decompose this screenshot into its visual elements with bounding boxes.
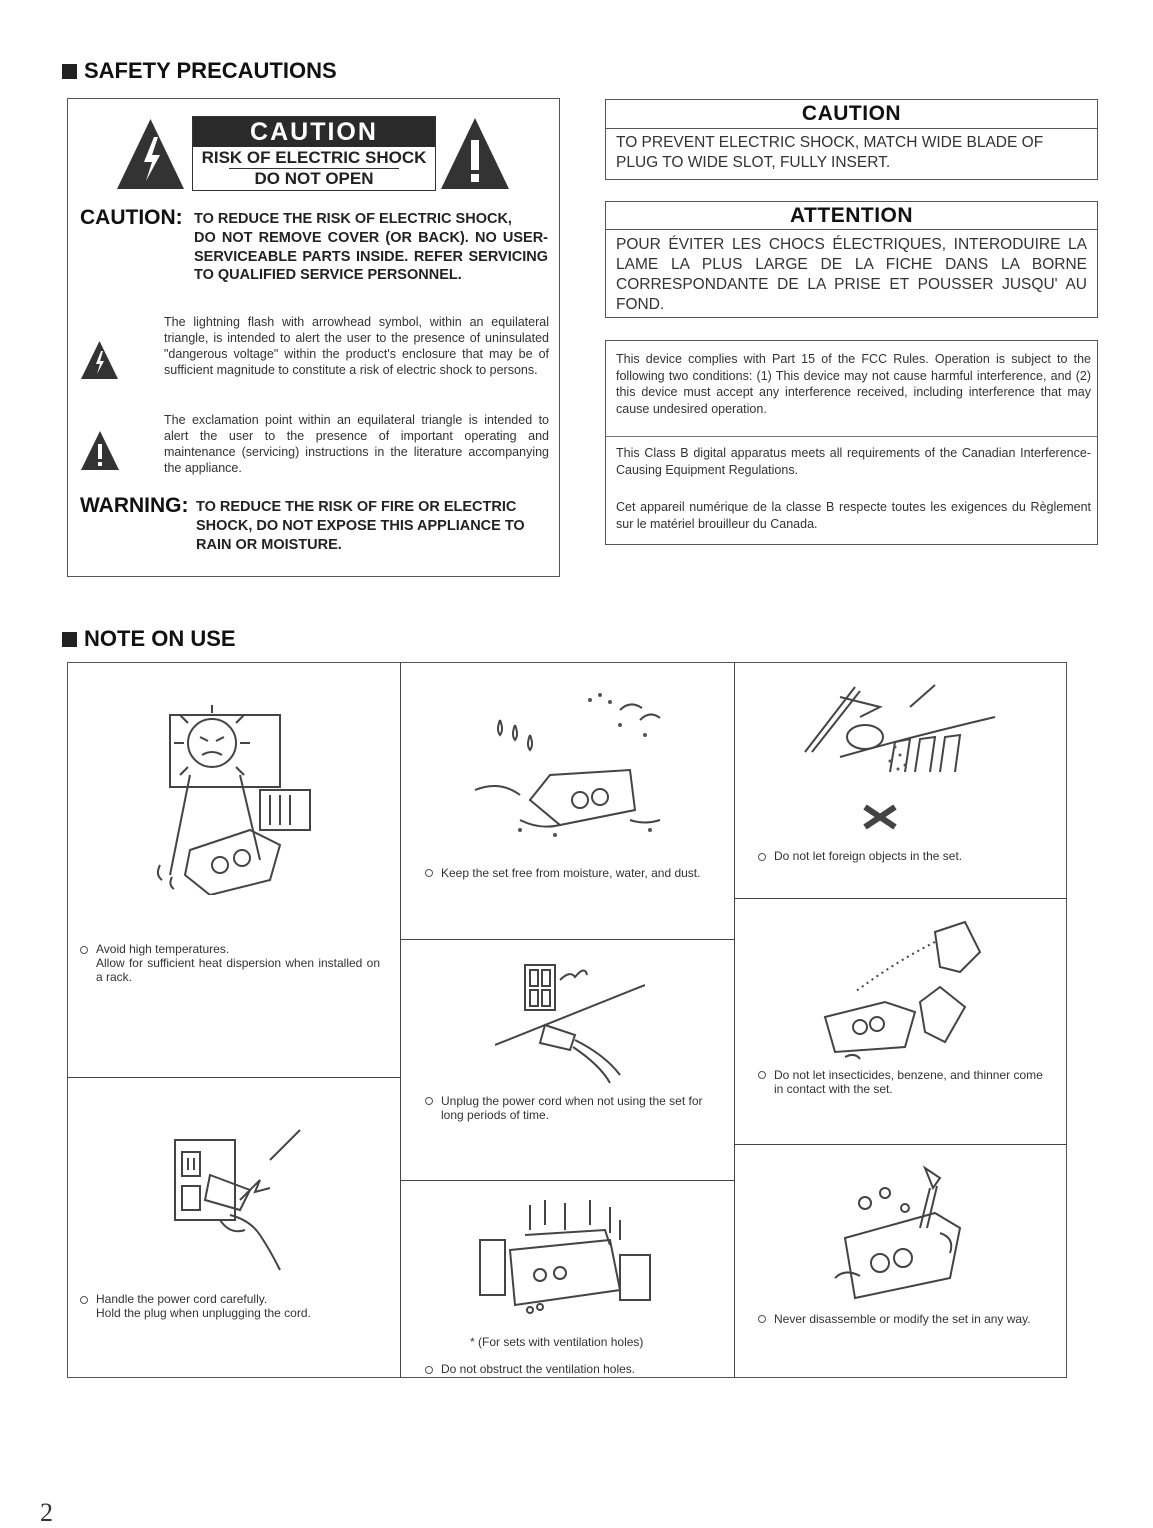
- caution-label: CAUTION:: [80, 206, 183, 229]
- ventilation-illustration: [470, 1195, 660, 1315]
- caution-text-first: TO REDUCE THE RISK OF ELECTRIC SHOCK,: [194, 211, 512, 227]
- note-heading-text: NOTE ON USE: [84, 626, 236, 651]
- note-power-cord: [80, 1292, 380, 1320]
- fcc-text: This device complies with Part 15 of the FCC Rules. Operation is subject to the following two conditions: (1) This device may not cause harmful interference, and (2) this device must accept any interference received, including interference that may cause undesired operation.: [616, 352, 1091, 416]
- unplug-text: Unplug the power cord when not using the set for long periods of time.: [441, 1094, 703, 1122]
- attention-box: [605, 201, 1098, 318]
- small-lightning-triangle-icon: [80, 340, 119, 380]
- note-moisture: [425, 866, 720, 880]
- caution-plug-body: TO PREVENT ELECTRIC SHOCK, MATCH WIDE BLADE OF PLUG TO WIDE SLOT, FULLY INSERT.: [616, 134, 1044, 171]
- note-ventilation: [425, 1362, 720, 1376]
- high-temp-line2: Allow for sufficient heat dispersion when installed on a rack.: [96, 956, 380, 984]
- note-disassemble: [758, 1312, 1053, 1326]
- warning-text-rest: SHOCK, DO NOT EXPOSE THIS APPLIANCE TO RAIN OR MOISTURE.: [196, 518, 525, 553]
- warning-label: WARNING:: [80, 494, 189, 517]
- exclamation-triangle-icon: [440, 116, 510, 191]
- foreign-objects-text: Do not let foreign objects in the set.: [774, 849, 963, 863]
- canada-french-text: Cet appareil numérique de la classe B respecte toutes les exigences du Règlement sur le matériel brouilleur du Canada.: [616, 500, 1091, 531]
- foreign-objects-illustration: [800, 677, 1000, 832]
- bullet-icon: [425, 869, 433, 877]
- grid-divider: [734, 1144, 1067, 1145]
- banner-line2: DO NOT OPEN: [229, 168, 399, 189]
- insecticides-text: Do not let insecticides, benzene, and thinner come in contact with the set.: [774, 1068, 1043, 1096]
- caution-banner-title: CAUTION: [193, 117, 435, 147]
- warning-text-first: TO REDUCE THE RISK OF FIRE OR ELECTRIC: [196, 499, 517, 515]
- caution-text-rest: DO NOT REMOVE COVER (OR BACK). NO USER-SERVICEABLE PARTS INSIDE. REFER SERVICING TO QUALIFIED SERVICE PERSONNEL.: [194, 230, 548, 283]
- power-cord-illustration: [160, 1120, 310, 1280]
- safety-heading-text: SAFETY PRECAUTIONS: [84, 58, 337, 83]
- attention-title: ATTENTION: [606, 202, 1097, 230]
- bullet-icon: [425, 1097, 433, 1105]
- bullet-icon: [80, 1296, 88, 1304]
- insecticides-illustration: [815, 912, 985, 1060]
- canada-english-text: This Class B digital apparatus meets all requirements of the Canadian Interference-Causing Equipment Regulations.: [616, 446, 1091, 477]
- note-insecticides: [758, 1068, 1053, 1096]
- fcc-box: [605, 340, 1098, 545]
- unplug-illustration: [495, 955, 645, 1085]
- grid-divider: [400, 1180, 734, 1181]
- banner-line1: RISK OF ELECTRIC SHOCK: [201, 148, 427, 167]
- moisture-illustration: [460, 680, 680, 845]
- grid-divider: [734, 898, 1067, 899]
- moisture-text: Keep the set free from moisture, water, and dust.: [441, 866, 701, 880]
- caution-banner: [192, 116, 436, 191]
- lightning-triangle-icon: [116, 117, 185, 191]
- bullet-icon: [425, 1366, 433, 1374]
- square-bullet-icon: [62, 632, 77, 647]
- bullet-icon: [758, 853, 766, 861]
- bullet-icon: [758, 1071, 766, 1079]
- disassemble-text: Never disassemble or modify the set in any way.: [774, 1312, 1031, 1326]
- bullet-icon: [758, 1315, 766, 1323]
- caution-plug-box: [605, 99, 1098, 180]
- grid-divider: [400, 662, 401, 1378]
- small-exclamation-triangle-icon: [80, 430, 120, 471]
- lightning-symbol-text: The lightning flash with arrowhead symbol, within an equilateral triangle, is intended to alert the user to the presence of uninsulated "dangerous voltage" within the product's enclosure that may be of sufficient magnitude to constitute a risk of electric shock to persons.: [164, 315, 549, 377]
- caution-plug-title: CAUTION: [606, 100, 1097, 129]
- high-temperature-illustration: [150, 695, 330, 895]
- power-cord-line1: Handle the power cord carefully.: [96, 1292, 268, 1306]
- high-temp-line1: Avoid high temperatures.: [96, 942, 230, 956]
- safety-precautions-heading: [62, 58, 337, 84]
- square-bullet-icon: [62, 64, 77, 79]
- grid-divider: [400, 939, 734, 940]
- note-on-use-heading: [62, 626, 236, 652]
- note-foreign-objects: [758, 849, 1053, 863]
- grid-divider: [67, 1077, 400, 1078]
- disassemble-illustration: [825, 1158, 985, 1308]
- note-high-temp: [80, 942, 380, 984]
- attention-body: POUR ÉVITER LES CHOCS ÉLECTRIQUES, INTERODUIRE LA LAME LA PLUS LARGE DE LA FICHE DANS LA BORNE CORRESPONDANTE DE LA PRISE ET POUSSER JUSQU' AU FOND.: [616, 236, 1087, 313]
- ventilation-text: Do not obstruct the ventilation holes.: [441, 1362, 636, 1376]
- fcc-divider: [606, 436, 1097, 437]
- note-unplug: [425, 1094, 720, 1122]
- power-cord-line2: Hold the plug when unplugging the cord.: [96, 1306, 311, 1320]
- ventilation-note: * (For sets with ventilation holes): [470, 1335, 644, 1349]
- page-number: 2: [40, 1498, 53, 1527]
- grid-divider: [734, 662, 735, 1378]
- bullet-icon: [80, 946, 88, 954]
- exclamation-symbol-text: The exclamation point within an equilateral triangle is intended to alert the user to the presence of important operating and maintenance (servicing) instructions in the literature accompanying the appliance.: [164, 413, 549, 475]
